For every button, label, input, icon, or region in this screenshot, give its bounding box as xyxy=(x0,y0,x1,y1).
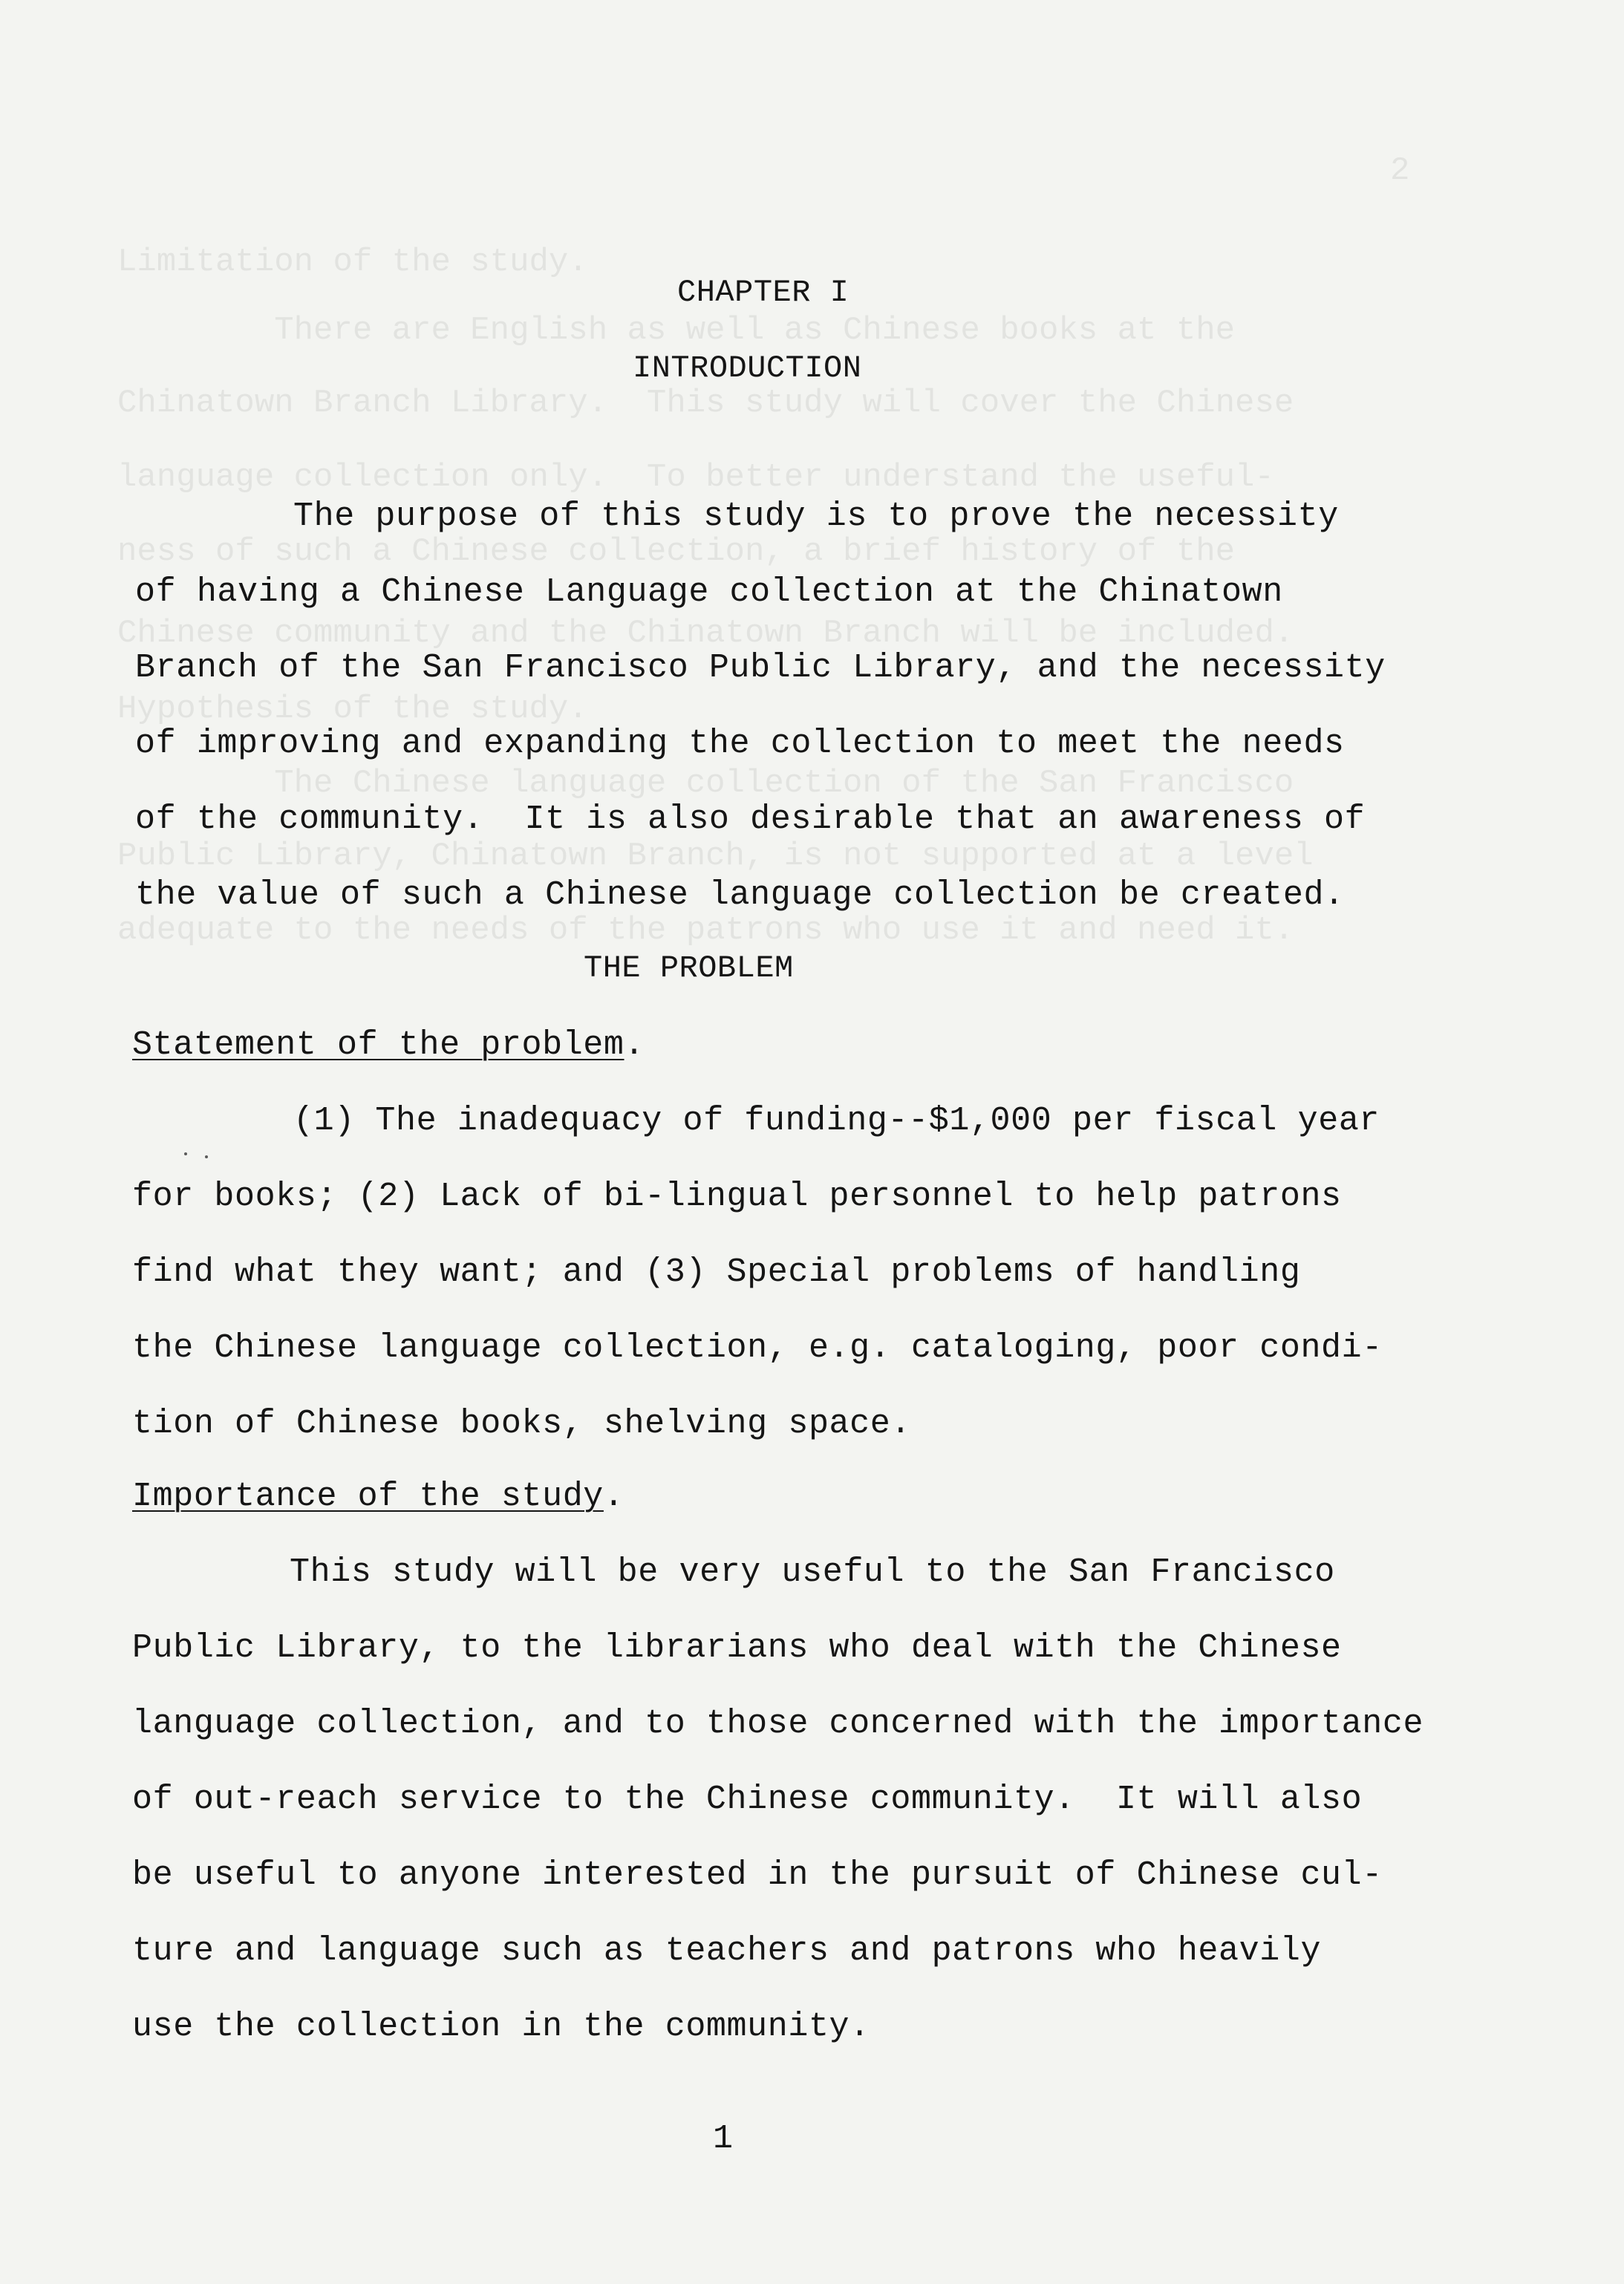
importance-line: of out-reach service to the Chinese community. It will also xyxy=(132,1781,1363,1818)
ghost-line: Chinatown Branch Library. This study will cover the Chinese xyxy=(117,385,1294,422)
ghost-line: The Chinese language collection of the San Francisco xyxy=(117,765,1294,802)
intro-line: the value of such a Chinese language collection be created. xyxy=(135,876,1345,914)
importance-line: This study will be very useful to the San Francisco xyxy=(290,1553,1335,1591)
intro-line: The purpose of this study is to prove the necessity xyxy=(293,497,1339,535)
importance-line: ture and language such as teachers and patrons who heavily xyxy=(132,1932,1322,1970)
subheading-statement-text: Statement of the problem xyxy=(132,1026,625,1064)
importance-line: be useful to anyone interested in the pursuit of Chinese cul- xyxy=(132,1856,1383,1894)
paper-speck xyxy=(205,1155,208,1158)
ghost-line: Chinese community and the Chinatown Branch will be included. xyxy=(117,615,1294,652)
paper-speck xyxy=(184,1152,187,1155)
ghost-line: Limitation of the study. xyxy=(117,244,588,281)
statement-line: tion of Chinese books, shelving space. xyxy=(132,1405,911,1443)
importance-line: Public Library, to the librarians who deal with the Chinese xyxy=(132,1629,1342,1667)
importance-line: use the collection in the community. xyxy=(132,2008,870,2046)
intro-line: of improving and expanding the collection to meet the needs xyxy=(135,725,1345,763)
section-heading-problem: THE PROBLEM xyxy=(584,950,794,986)
intro-line: Branch of the San Francisco Public Library, and the necessity xyxy=(135,649,1386,687)
importance-line: language collection, and to those concerned with the importance xyxy=(132,1705,1424,1743)
ghost-line: There are English as well as Chinese books at the xyxy=(117,312,1236,349)
statement-line: find what they want; and (3) Special problems of handling xyxy=(132,1253,1301,1291)
page-number: 1 xyxy=(713,2120,734,2158)
ghost-line: language collection only. To better understand the useful- xyxy=(117,459,1274,496)
subheading-importance: Importance of the study. xyxy=(132,1478,625,1515)
chapter-title: INTRODUCTION xyxy=(633,350,862,386)
intro-line: of the community. It is also desirable that an awareness of xyxy=(135,800,1366,838)
intro-line: of having a Chinese Language collection at the Chinatown xyxy=(135,573,1283,611)
ghost-line: ness of such a Chinese collection, a brief history of the xyxy=(117,533,1236,570)
subheading-importance-text: Importance of the study xyxy=(132,1478,604,1515)
statement-line: (1) The inadequacy of funding--$1,000 per fiscal year xyxy=(293,1102,1380,1140)
statement-line: for books; (2) Lack of bi-lingual personnel to help patrons xyxy=(132,1178,1342,1216)
subheading-statement: Statement of the problem. xyxy=(132,1026,645,1064)
ghost-line: adequate to the needs of the patrons who use it and need it. xyxy=(117,912,1294,949)
ghost-line: Hypothesis of the study. xyxy=(117,691,588,728)
ghost-line: Public Library, Chinatown Branch, is not supported at a level xyxy=(117,838,1314,875)
chapter-label: CHAPTER I xyxy=(677,275,849,310)
statement-line: the Chinese language collection, e.g. cataloging, poor condi- xyxy=(132,1329,1383,1367)
ghost-page-number: 2 xyxy=(1390,152,1410,189)
